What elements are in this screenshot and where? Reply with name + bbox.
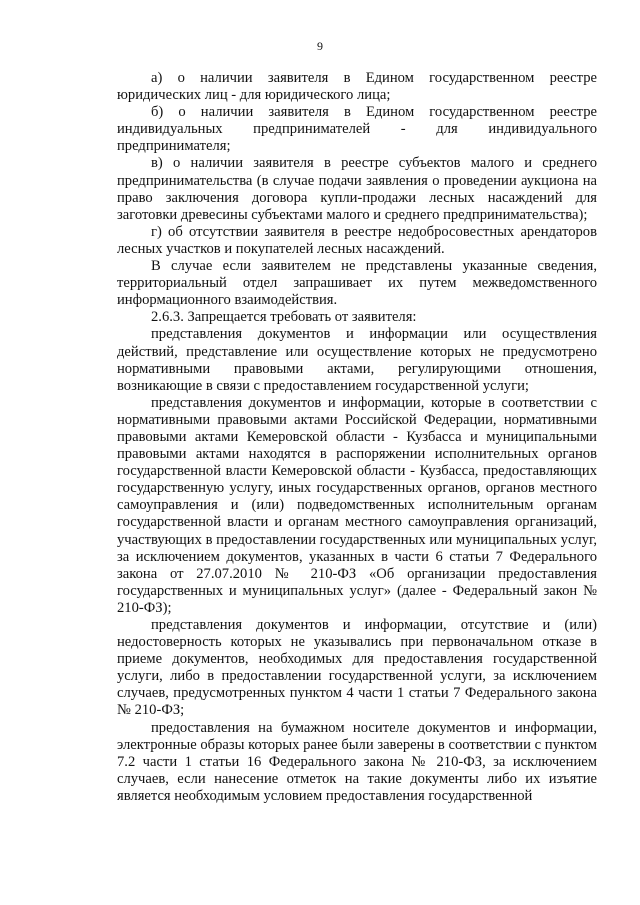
paragraph-prohibition-documents: представления документов и информации, которые в соответствии с нормативными правовыми актами Российской Федерации, нормативными правовыми актами Кемеровской области - Кузбасса и муниципальными правовыми актами находятся в распоряжении исполнительных органов государственной власти Кемеровской области - Кузбасса, предоставляющих государственную услугу, иных государственных органов, органов местного самоуправления и (или) подведомственных исполнительным органам государственной власти и органам местного самоуправления организаций, участвующих в предоставлении государственных или муниципальных услуг, за исключением документов, указанных в части 6 статьи 7 Федерального закона от 27.07.2010 № 210-ФЗ «Об организации предоставления государственных и муниципальных услуг» (далее - Федеральный закон № 210-ФЗ); [117,394,597,616]
paragraph-item-v: в) о наличии заявителя в реестре субъектов малого и среднего предпринимательства (в случае подачи заявления о проведении аукциона на право заключения договора купли-продажи лесных насаждений для заготовки древесины субъектами малого и среднего предпринимательства); [117,155,597,223]
document-body [117,70,597,805]
paragraph-prohibition-actions: представления документов и информации или осуществления действий, представление или осуществление которых не предусмотрено нормативными правовыми актами, регулирующими отношения, возникающие в связи с предоставлением государственной услуги; [117,326,597,394]
paragraph-item-g: г) об отсутствии заявителя в реестре недобросовестных арендаторов лесных участков и покупателей лесных насаждений. [117,223,597,257]
paragraph-prohibition-missing-info: представления документов и информации, отсутствие и (или) недостоверность которых не указывались при первоначальном отказе в приеме документов, необходимых для предоставления государственной услуги, либо в предоставлении государственной услуги, за исключением случаев, предусмотренных пунктом 4 части 1 статьи 7 Федерального закона № 210-ФЗ; [117,617,597,719]
paragraph-item-a: а) о наличии заявителя в Едином государственном реестре юридических лиц - для юридического лица; [117,70,597,104]
paragraph-section-2-6-3: 2.6.3. Запрещается требовать от заявителя: [151,309,417,326]
page-number: 9 [317,39,323,53]
paragraph-prohibition-paper-copies: предоставления на бумажном носителе документов и информации, электронные образы которых ранее были заверены в соответствии с пунктом 7.2 части 1 статьи 16 Федерального закона № 210-ФЗ, за исключением случаев, если нанесение отметок на такие документы либо их изъятие является необходимым условием предоставления государственной [117,719,597,804]
paragraph-interagency-request: В случае если заявителем не представлены указанные сведения, территориальный отдел запрашивает их путем межведомственного информационного взаимодействия. [117,258,597,309]
paragraph-item-b: б) о наличии заявителя в Едином государственном реестре индивидуальных предпринимателей - для индивидуального предпринимателя; [117,104,597,155]
